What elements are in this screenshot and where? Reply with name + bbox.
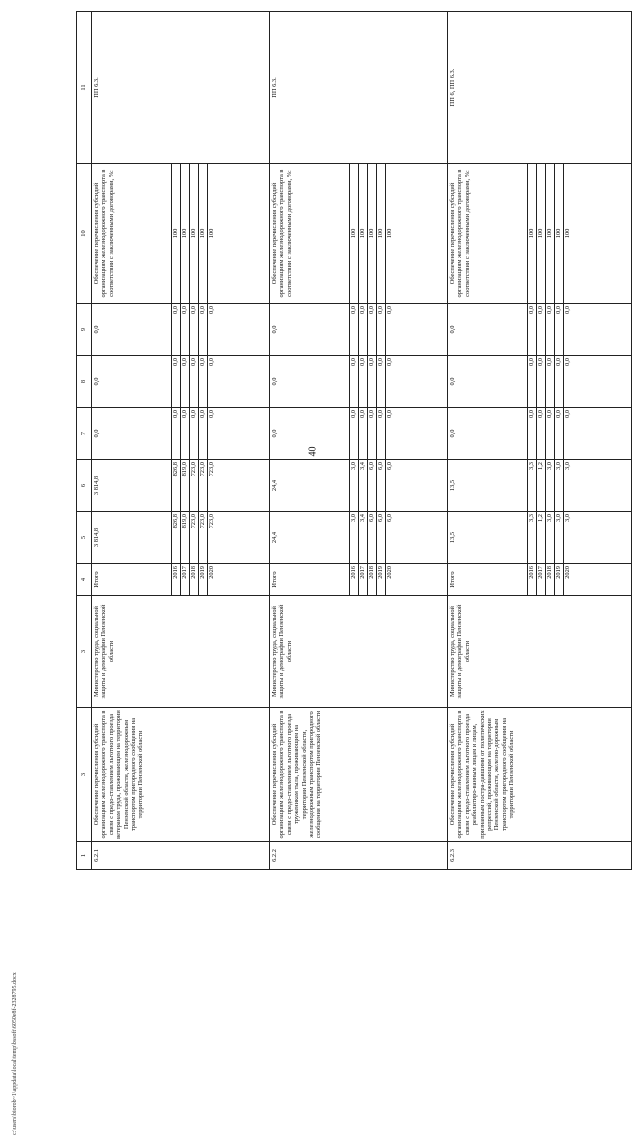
col10: 100 bbox=[181, 164, 190, 304]
total-col5: 13,5 bbox=[448, 512, 528, 564]
col6: 6,0 bbox=[386, 460, 448, 512]
header-cell: 11 bbox=[77, 12, 92, 164]
col7: 0,0 bbox=[208, 408, 270, 460]
activity-block-6-2-3 bbox=[448, 12, 632, 870]
footer-path-area bbox=[12, 835, 38, 1135]
year: 2018 bbox=[190, 564, 199, 596]
col10: 100 bbox=[386, 164, 448, 304]
col7: 0,0 bbox=[377, 408, 386, 460]
col9: 0,0 bbox=[368, 304, 377, 356]
col7: 0,0 bbox=[386, 408, 448, 460]
col6: 3,0 bbox=[546, 460, 555, 512]
header-cell: 9 bbox=[77, 304, 92, 356]
col6: 3,0 bbox=[350, 460, 359, 512]
col5: 3,0 bbox=[546, 512, 555, 564]
col8: 0,0 bbox=[377, 356, 386, 408]
col7: 0,0 bbox=[199, 408, 208, 460]
col7: 0,0 bbox=[181, 408, 190, 460]
col10: 100 bbox=[208, 164, 270, 304]
activity-description: Обеспечение перечисления субсидий организациям железнодорожного транспорта в связи с предо-ставлением льготного проезда труженикам тыла, проживающим на территории Пензенской области, железнодорожным транспортом пригородного сообщения на территории Пензенской области bbox=[270, 708, 448, 842]
activity-executor: Министерство труда, социальной защиты и демографии Пензенской области bbox=[448, 596, 632, 708]
col6: 3,3 bbox=[528, 460, 537, 512]
footer-file-path: c:\users\biorob~1\appdata\local\temp\bssoft\6050e8f-2328795.docx bbox=[12, 972, 18, 1135]
col6: 3,4 bbox=[359, 460, 368, 512]
col9: 0,0 bbox=[181, 304, 190, 356]
col10: 100 bbox=[190, 164, 199, 304]
total-col9: 0,0 bbox=[92, 304, 172, 356]
col6: 826,8 bbox=[172, 460, 181, 512]
col9: 0,0 bbox=[528, 304, 537, 356]
col5: 826,8 bbox=[172, 512, 181, 564]
activity-executor: Министерство труда, социальной защиты и демографии Пензенской области bbox=[270, 596, 448, 708]
col5: 3,0 bbox=[350, 512, 359, 564]
header-cell: 7 bbox=[77, 408, 92, 460]
header-cell: 4 bbox=[77, 564, 92, 596]
year: 2020 bbox=[386, 564, 448, 596]
col8: 0,0 bbox=[359, 356, 368, 408]
total-col8: 0,0 bbox=[92, 356, 172, 408]
program-activities-table bbox=[76, 11, 632, 870]
indicator-text: Обеспечение перечисления субсидий организациям железнодорожного транспорта в соответствии с заключенными договорами, %: bbox=[270, 164, 350, 304]
col7: 0,0 bbox=[350, 408, 359, 460]
table-row-total bbox=[270, 12, 350, 870]
year: 2020 bbox=[208, 564, 270, 596]
col8: 0,0 bbox=[181, 356, 190, 408]
col8: 0,0 bbox=[199, 356, 208, 408]
total-col7: 0,0 bbox=[448, 408, 528, 460]
total-label: Итого bbox=[270, 564, 350, 596]
activity-description: Обеспечение перечисления субсидий организациям железнодорожного транспорта в связи с предо-ставлением льготного проезда реабилитиро-ванным лицам и лицам, признанным постра-давшими от политических репрессий, проживающим на территории Пензенской области, железно-дорожным транспортом пригородного сообщения на территории Пензенской области bbox=[448, 708, 632, 842]
activity-block-6-2-1 bbox=[92, 12, 270, 870]
activity-description: Обеспечение перечисления субсидий организациям железнодорожного транспорта в связи с предо-ставлением льготного проезда ветеранам труда, проживающим на территории Пензенской области, железнодорожным транспортом пригородного сообщения на территории Пензенской области bbox=[92, 708, 270, 842]
activity-number: 6.2.3 bbox=[448, 842, 632, 870]
col10: 100 bbox=[528, 164, 537, 304]
year: 2017 bbox=[537, 564, 546, 596]
col5: 819,0 bbox=[181, 512, 190, 564]
total-col6: 13,5 bbox=[448, 460, 528, 512]
col9: 0,0 bbox=[377, 304, 386, 356]
total-col9: 0,0 bbox=[270, 304, 350, 356]
col6: 1,2 bbox=[537, 460, 546, 512]
col5: 1,2 bbox=[537, 512, 546, 564]
program-code: ПП 6.3. bbox=[270, 12, 448, 164]
col9: 0,0 bbox=[546, 304, 555, 356]
col8: 0,0 bbox=[172, 356, 181, 408]
col5: 723,0 bbox=[190, 512, 199, 564]
year: 2016 bbox=[528, 564, 537, 596]
year: 2016 bbox=[172, 564, 181, 596]
col10: 100 bbox=[350, 164, 359, 304]
col10: 100 bbox=[377, 164, 386, 304]
col5: 3,4 bbox=[359, 512, 368, 564]
col9: 0,0 bbox=[555, 304, 564, 356]
col7: 0,0 bbox=[368, 408, 377, 460]
year: 2019 bbox=[555, 564, 564, 596]
col10: 100 bbox=[546, 164, 555, 304]
year: 2017 bbox=[181, 564, 190, 596]
col9: 0,0 bbox=[190, 304, 199, 356]
col8: 0,0 bbox=[555, 356, 564, 408]
total-label: Итого bbox=[92, 564, 172, 596]
col6: 3,0 bbox=[564, 460, 632, 512]
col5: 3,0 bbox=[564, 512, 632, 564]
program-code: ПП 6, ПП 6.3. bbox=[448, 12, 632, 164]
col9: 0,0 bbox=[386, 304, 448, 356]
col10: 100 bbox=[555, 164, 564, 304]
header-cell: 3 bbox=[77, 596, 92, 708]
col7: 0,0 bbox=[546, 408, 555, 460]
total-col8: 0,0 bbox=[448, 356, 528, 408]
col7: 0,0 bbox=[528, 408, 537, 460]
col7: 0,0 bbox=[190, 408, 199, 460]
total-label: Итого bbox=[448, 564, 528, 596]
year: 2018 bbox=[546, 564, 555, 596]
total-col5: 3 814,8 bbox=[92, 512, 172, 564]
total-col7: 0,0 bbox=[92, 408, 172, 460]
header-row bbox=[77, 12, 92, 870]
total-col9: 0,0 bbox=[448, 304, 528, 356]
col5: 723,0 bbox=[208, 512, 270, 564]
year: 2019 bbox=[377, 564, 386, 596]
col5: 6,0 bbox=[368, 512, 377, 564]
col6: 819,0 bbox=[181, 460, 190, 512]
activity-number: 6.2.1 bbox=[92, 842, 270, 870]
col8: 0,0 bbox=[190, 356, 199, 408]
col9: 0,0 bbox=[199, 304, 208, 356]
col7: 0,0 bbox=[537, 408, 546, 460]
col7: 0,0 bbox=[172, 408, 181, 460]
year: 2017 bbox=[359, 564, 368, 596]
header-cell: 6 bbox=[77, 460, 92, 512]
header-cell: 3 bbox=[77, 708, 92, 842]
col7: 0,0 bbox=[359, 408, 368, 460]
col5: 3,0 bbox=[555, 512, 564, 564]
total-col6: 24,4 bbox=[270, 460, 350, 512]
year: 2020 bbox=[564, 564, 632, 596]
col5: 723,0 bbox=[199, 512, 208, 564]
col6: 723,0 bbox=[190, 460, 199, 512]
col5: 6,0 bbox=[386, 512, 448, 564]
rotated-page bbox=[76, 12, 616, 870]
col10: 100 bbox=[172, 164, 181, 304]
activity-block-6-2-2 bbox=[270, 12, 448, 870]
indicator-text: Обеспечение перечисления субсидий организациям железнодорожного транспорта в соответствии с заключенными договорами, %: bbox=[448, 164, 528, 304]
header-cell: 1 bbox=[77, 842, 92, 870]
col9: 0,0 bbox=[172, 304, 181, 356]
col5: 3,3 bbox=[528, 512, 537, 564]
header-cell: 10 bbox=[77, 164, 92, 304]
col10: 100 bbox=[368, 164, 377, 304]
year: 2018 bbox=[368, 564, 377, 596]
total-col5: 24,4 bbox=[270, 512, 350, 564]
col8: 0,0 bbox=[528, 356, 537, 408]
total-col6: 3 814,8 bbox=[92, 460, 172, 512]
col8: 0,0 bbox=[208, 356, 270, 408]
col6: 3,0 bbox=[555, 460, 564, 512]
page-number: 40 bbox=[307, 446, 319, 457]
col9: 0,0 bbox=[359, 304, 368, 356]
table-row-total bbox=[92, 12, 172, 870]
col5: 6,0 bbox=[377, 512, 386, 564]
program-code: ПП 6.3. bbox=[92, 12, 270, 164]
col10: 100 bbox=[199, 164, 208, 304]
col8: 0,0 bbox=[386, 356, 448, 408]
col8: 0,0 bbox=[546, 356, 555, 408]
col8: 0,0 bbox=[350, 356, 359, 408]
col7: 0,0 bbox=[564, 408, 632, 460]
col6: 723,0 bbox=[199, 460, 208, 512]
activity-number: 6.2.2 bbox=[270, 842, 448, 870]
total-col8: 0,0 bbox=[270, 356, 350, 408]
activity-executor: Министерство труда, социальной защиты и демографии Пензенской области bbox=[92, 596, 270, 708]
col10: 100 bbox=[537, 164, 546, 304]
col8: 0,0 bbox=[537, 356, 546, 408]
indicator-text: Обеспечение перечисления субсидий организациям железнодорожного транспорта в соответствии с заключенными договорами, %: bbox=[92, 164, 172, 304]
header-cell: 5 bbox=[77, 512, 92, 564]
col8: 0,0 bbox=[368, 356, 377, 408]
year: 2016 bbox=[350, 564, 359, 596]
table-row-total bbox=[448, 12, 528, 870]
col9: 0,0 bbox=[537, 304, 546, 356]
col7: 0,0 bbox=[555, 408, 564, 460]
col6: 6,0 bbox=[377, 460, 386, 512]
col9: 0,0 bbox=[350, 304, 359, 356]
col9: 0,0 bbox=[564, 304, 632, 356]
col10: 100 bbox=[359, 164, 368, 304]
col10: 100 bbox=[564, 164, 632, 304]
year: 2019 bbox=[199, 564, 208, 596]
table-container bbox=[76, 12, 616, 870]
col6: 6,0 bbox=[368, 460, 377, 512]
col9: 0,0 bbox=[208, 304, 270, 356]
col6: 723,0 bbox=[208, 460, 270, 512]
total-col7: 0,0 bbox=[270, 408, 350, 460]
col8: 0,0 bbox=[564, 356, 632, 408]
header-cell: 8 bbox=[77, 356, 92, 408]
